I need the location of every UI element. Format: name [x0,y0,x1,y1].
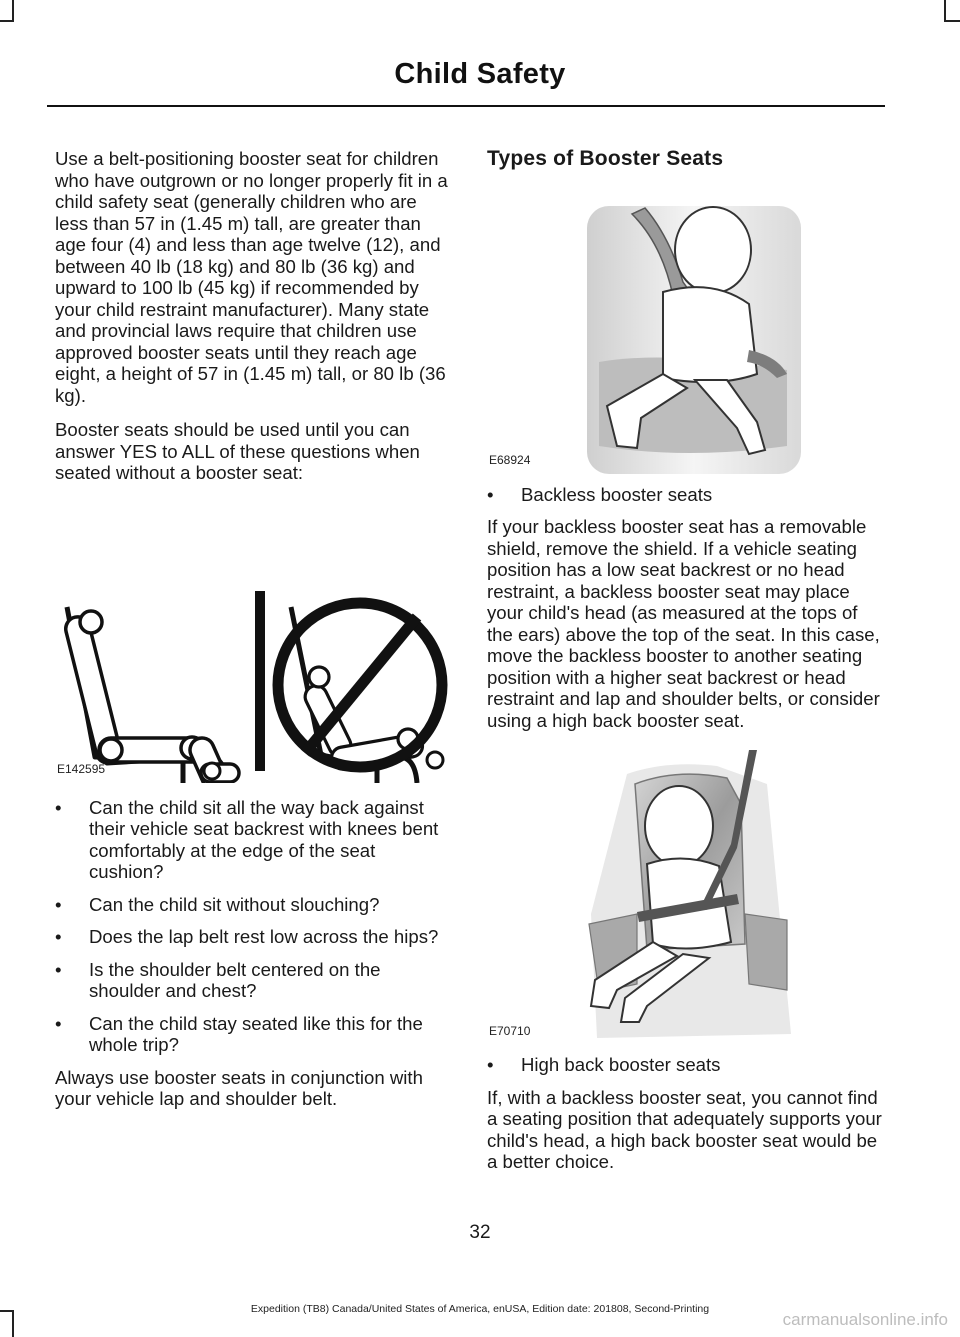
left-column [55,148,450,1123]
page-title: Child Safety [394,58,566,90]
header-divider [47,105,885,107]
figure-code: E70710 [489,1023,531,1038]
figure-code: E68924 [489,453,531,467]
crop-mark [944,20,960,22]
closing-paragraph: Always use booster seats in conjunction with your vehicle lap and shoulder belt. [55,1066,423,1109]
questions-intro-paragraph: Booster seats should be used until you can answer YES to ALL of these questions when seated without a booster seat: [55,419,420,483]
question-item: • Is the shoulder belt centered on the shoulder and chest? [55,959,450,1002]
backless-paragraph: If your backless booster seat has a removable shield, remove the shield. If a vehicle seating position has a low seat backrest or no head restraint, a backless booster seat may place your child's head (as measured at the tops of the ears) above the top of the seat. In this case, move the backless booster to another seating position with a higher seat backrest or head restraint and lap and shoulder belts, or consider using a high back booster seat. [487,516,880,731]
edition-footer: Expedition (TB8) Canada/United States of America, enUSA, Edition date: 201808, Second-Printing [250,1303,710,1315]
backless-booster-illustration [487,174,887,474]
booster-type-item: • High back booster seats [487,1054,887,1076]
high-back-paragraph: If, with a backless booster seat, you cannot find a seating position that adequately supports your child's head, a high back booster seat would be a better choice. [487,1086,882,1172]
page-number: 32 [469,1222,491,1243]
crop-mark [944,0,946,22]
question-item: • Can the child sit without slouching? [55,894,450,916]
right-column [487,148,887,1186]
watermark: carmanualsonline.info [782,1310,948,1329]
question-item: • Does the lap belt rest low across the hips? [55,926,450,948]
booster-type-item: • Backless booster seats [487,484,887,506]
crop-mark [0,20,14,22]
question-item: • Can the child stay seated like this for the whole trip? [55,1013,450,1056]
section-heading: Types of Booster Seats [487,147,724,170]
high-back-booster-figure [487,744,887,1044]
high-back-booster-illustration [487,744,887,1044]
question-item: • Can the child sit all the way back against their vehicle seat backrest with knees bent comfortably at the edge of the seat cushion? [55,797,450,883]
figure-code: E142595 [57,762,106,776]
crop-mark [12,0,14,22]
seat-posture-figure [55,495,450,783]
backless-booster-figure [487,174,887,474]
intro-paragraph: Use a belt-positioning booster seat for children who have outgrown or no longer properly fit in a child safety seat (generally children who are less than 57 in (1.45 m) tall, are greater than age four (4) and less than age twelve (12), and between 40 lb (18 kg) and 80 lb (36 kg) and upward to 100 lb (45 kg) if recommended by your child restraint manufacturer). Many state and provincial laws require that children use approved booster seats until they reach age eight, a height of 57 in (1.45 m) tall, or 80 lb (36 kg). [55,148,448,406]
seat-posture-illustration [55,495,450,783]
